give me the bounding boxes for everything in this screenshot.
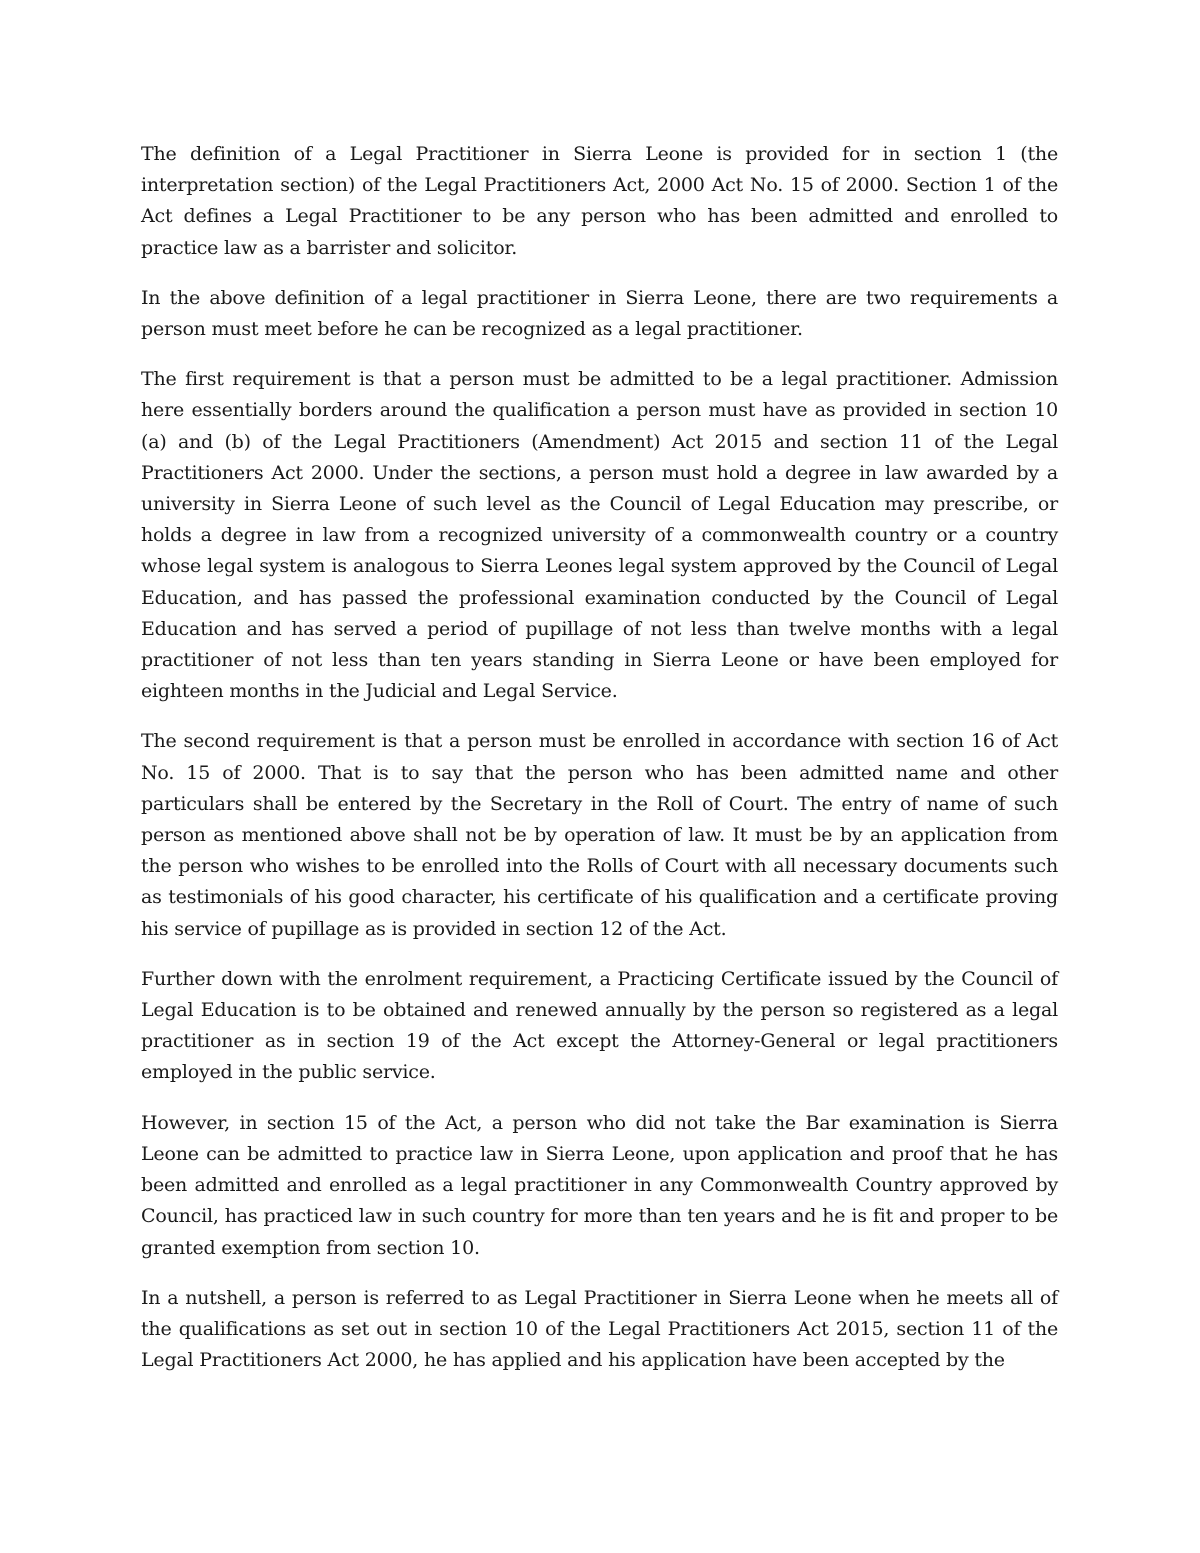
paragraph-first-requirement: The first requirement is that a person must be admitted to be a legal practitioner. Admission here essentially borders around the qualification a person must have as provided in section 10 (a) and (b) of the Legal Practitioners (Amendment) Act 2015 and section 11 of the Legal Practitioners Act 2000. Under the sections, a person must hold a degree in law awarded by a university in Sierra Leone of such level as the Council of Legal Education may prescribe, or holds a degree in law from a recognized university of a commonwealth country or a country whose legal system is analogous to Sierra Leones legal system approved by the Council of Legal Education, and has passed the professional examination conducted by the Council of Legal Education and has served a period of pupillage of not less than twelve months with a legal practitioner of not less than ten years standing in Sierra Leone or have been employed for eighteen months in the Judicial and Legal Service. (141, 368, 1058, 703)
paragraph-two-requirements: In the above definition of a legal practitioner in Sierra Leone, there are two requirements a person must meet before he can be recognized as a legal practitioner. (141, 286, 1058, 341)
paragraph-nutshell: In a nutshell, a person is referred to as Legal Practitioner in Sierra Leone when he meets all of the qualifications as set out in section 10 of the Legal Practitioners Act 2015, section 11 of the Legal Practitioners Act 2000, he has applied and his application have been accepted by the (141, 1286, 1058, 1372)
paragraph-second-requirement: The second requirement is that a person must be enrolled in accordance with section 16 of Act No. 15 of 2000. That is to say that the person who has been admitted name and other particulars shall be entered by the Secretary in the Roll of Court. The entry of name of such person as mentioned above shall not be by operation of law. It must be by an application from the person who wishes to be enrolled into the Rolls of Court with all necessary documents such as testimonials of his good character, his certificate of his qualification and a certificate proving his service of pupillage as is provided in section 12 of the Act. (141, 730, 1058, 940)
paragraph-section-15-exemption: However, in section 15 of the Act, a person who did not take the Bar examination is Sierra Leone can be admitted to practice law in Sierra Leone, upon application and proof that he has been admitted and enrolled as a legal practitioner in any Commonwealth Country approved by Council, has practiced law in such country for more than ten years and he is fit and proper to be granted exemption from section 10. (141, 1111, 1058, 1259)
document-body (141, 139, 1058, 1395)
paragraph-practicing-certificate: Further down with the enrolment requirement, a Practicing Certificate issued by the Council of Legal Education is to be obtained and renewed annually by the person so registered as a legal practitioner as in section 19 of the Act except the Attorney-General or legal practitioners employed in the public service. (141, 967, 1058, 1084)
paragraph-definition: The definition of a Legal Practitioner in Sierra Leone is provided for in section 1 (the interpretation section) of the Legal Practitioners Act, 2000 Act No. 15 of 2000. Section 1 of the Act defines a Legal Practitioner to be any person who has been admitted and enrolled to practice law as a barrister and solicitor. (141, 143, 1058, 259)
